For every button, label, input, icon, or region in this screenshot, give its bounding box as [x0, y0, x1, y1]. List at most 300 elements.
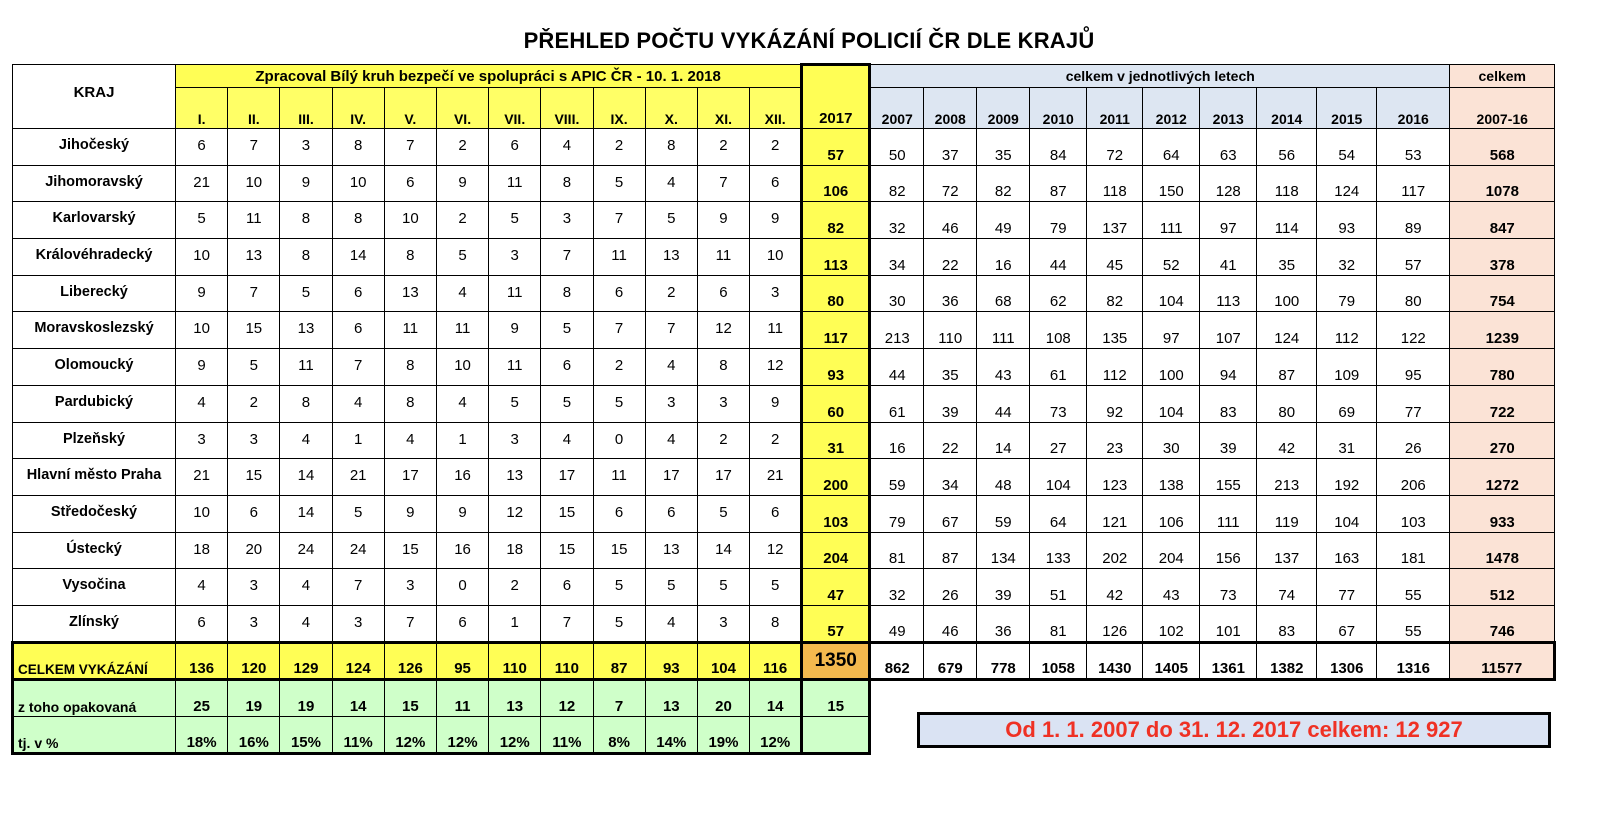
column-header-year: 2009	[977, 88, 1030, 129]
year-value: 30	[870, 275, 924, 312]
month-value: 4	[436, 385, 488, 422]
kraj-name: Hlavní město Praha	[13, 459, 176, 496]
total-value: 378	[1450, 239, 1555, 276]
month-value: 3	[489, 422, 541, 459]
month-value: 8	[280, 239, 332, 276]
year-value: 35	[977, 129, 1030, 166]
month-value: 17	[645, 459, 697, 496]
percent-month-value: 12%	[750, 716, 802, 753]
month-value: 21	[176, 165, 228, 202]
month-value: 3	[228, 422, 280, 459]
column-header-year: 2011	[1087, 88, 1143, 129]
month-value: 5	[593, 569, 645, 606]
year-value: 87	[1030, 165, 1087, 202]
year-2017-value: 60	[802, 385, 870, 422]
percent-month-value: 8%	[593, 716, 645, 753]
year-value: 82	[1087, 275, 1143, 312]
month-value: 6	[332, 275, 384, 312]
month-value: 2	[750, 422, 802, 459]
year-value: 137	[1257, 532, 1317, 569]
month-value: 3	[697, 605, 749, 642]
month-value: 9	[697, 202, 749, 239]
month-value: 5	[280, 275, 332, 312]
year-value: 49	[977, 202, 1030, 239]
month-value: 3	[176, 422, 228, 459]
month-value: 13	[228, 239, 280, 276]
year-value: 36	[924, 275, 977, 312]
month-value: 14	[280, 495, 332, 532]
column-header-kraj: KRAJ	[13, 65, 176, 129]
table-row	[13, 385, 1555, 422]
year-value: 117	[1377, 165, 1450, 202]
year-value: 34	[870, 239, 924, 276]
year-value: 41	[1200, 239, 1257, 276]
month-value: 8	[280, 202, 332, 239]
month-value: 5	[645, 569, 697, 606]
column-header-month: X.	[645, 88, 697, 129]
year-value: 163	[1317, 532, 1377, 569]
month-value: 14	[332, 239, 384, 276]
year-value: 102	[1143, 605, 1200, 642]
month-value: 11	[593, 239, 645, 276]
table-row	[13, 495, 1555, 532]
month-value: 6	[593, 495, 645, 532]
totals-year-value: 1316	[1377, 642, 1450, 679]
month-value: 10	[750, 239, 802, 276]
year-value: 124	[1257, 312, 1317, 349]
header-row-top	[13, 65, 1555, 88]
month-value: 9	[436, 495, 488, 532]
month-value: 14	[697, 532, 749, 569]
year-value: 114	[1257, 202, 1317, 239]
month-value: 6	[645, 495, 697, 532]
year-value: 34	[924, 459, 977, 496]
month-value: 3	[697, 385, 749, 422]
year-2017-value: 57	[802, 605, 870, 642]
totals-year-value: 1058	[1030, 642, 1087, 679]
year-value: 124	[1317, 165, 1377, 202]
month-value: 11	[697, 239, 749, 276]
month-value: 13	[645, 239, 697, 276]
repeated-label: z toho opakovaná	[13, 679, 176, 716]
percent-month-value: 12%	[384, 716, 436, 753]
year-value: 42	[1257, 422, 1317, 459]
year-2017-value: 106	[802, 165, 870, 202]
table-row	[13, 569, 1555, 606]
month-value: 9	[436, 165, 488, 202]
total-value: 512	[1450, 569, 1555, 606]
totals-year-value: 679	[924, 642, 977, 679]
month-value: 3	[332, 605, 384, 642]
table-row	[13, 422, 1555, 459]
month-value: 6	[541, 349, 593, 386]
repeated-month-value: 7	[593, 679, 645, 716]
month-value: 3	[228, 605, 280, 642]
year-value: 82	[977, 165, 1030, 202]
month-value: 4	[645, 349, 697, 386]
month-value: 7	[593, 202, 645, 239]
repeated-month-value: 11	[436, 679, 488, 716]
month-value: 7	[228, 275, 280, 312]
year-value: 126	[1087, 605, 1143, 642]
column-header-month: IX.	[593, 88, 645, 129]
page-title: PŘEHLED POČTU VYKÁZÁNÍ POLICIÍ ČR DLE KRAJŮ	[523, 28, 1095, 53]
column-header-month: XII.	[750, 88, 802, 129]
month-value: 4	[280, 605, 332, 642]
month-value: 4	[332, 385, 384, 422]
year-value: 181	[1377, 532, 1450, 569]
month-value: 7	[593, 312, 645, 349]
month-value: 18	[489, 532, 541, 569]
month-value: 5	[593, 605, 645, 642]
year-value: 213	[1257, 459, 1317, 496]
month-value: 8	[332, 202, 384, 239]
month-value: 5	[593, 165, 645, 202]
month-value: 10	[176, 239, 228, 276]
year-2017-value: 47	[802, 569, 870, 606]
year-value: 103	[1377, 495, 1450, 532]
report-table	[11, 63, 1556, 755]
year-value: 111	[977, 312, 1030, 349]
month-value: 21	[332, 459, 384, 496]
month-value: 14	[280, 459, 332, 496]
column-header-month: I.	[176, 88, 228, 129]
month-value: 11	[384, 312, 436, 349]
year-value: 74	[1257, 569, 1317, 606]
year-value: 48	[977, 459, 1030, 496]
percent-month-value: 18%	[176, 716, 228, 753]
month-value: 9	[280, 165, 332, 202]
percent-month-value: 11%	[332, 716, 384, 753]
year-value: 64	[1143, 129, 1200, 166]
month-value: 15	[384, 532, 436, 569]
year-value: 113	[1200, 275, 1257, 312]
kraj-name: Zlínský	[13, 605, 176, 642]
year-value: 44	[977, 385, 1030, 422]
month-value: 5	[593, 385, 645, 422]
year-value: 101	[1200, 605, 1257, 642]
year-value: 67	[1317, 605, 1377, 642]
month-value: 15	[228, 459, 280, 496]
month-value: 12	[697, 312, 749, 349]
month-value: 5	[436, 239, 488, 276]
header-row-bottom	[13, 88, 1555, 129]
column-header-year: 2012	[1143, 88, 1200, 129]
year-2017-value: 103	[802, 495, 870, 532]
year-value: 133	[1030, 532, 1087, 569]
totals-year-value: 1430	[1087, 642, 1143, 679]
column-header-total-range: 2007-16	[1450, 88, 1555, 129]
year-value: 82	[870, 165, 924, 202]
year-value: 67	[924, 495, 977, 532]
month-value: 5	[541, 385, 593, 422]
repeated-month-value: 19	[280, 679, 332, 716]
repeated-month-value: 14	[332, 679, 384, 716]
year-value: 119	[1257, 495, 1317, 532]
total-value: 270	[1450, 422, 1555, 459]
year-value: 100	[1143, 349, 1200, 386]
month-value: 6	[436, 605, 488, 642]
month-value: 15	[541, 532, 593, 569]
year-value: 43	[1143, 569, 1200, 606]
year-value: 93	[1317, 202, 1377, 239]
year-value: 32	[870, 202, 924, 239]
year-value: 26	[924, 569, 977, 606]
year-value: 87	[924, 532, 977, 569]
month-value: 4	[384, 422, 436, 459]
year-value: 104	[1317, 495, 1377, 532]
month-value: 3	[384, 569, 436, 606]
year-value: 61	[1030, 349, 1087, 386]
month-value: 5	[645, 202, 697, 239]
year-value: 128	[1200, 165, 1257, 202]
month-value: 11	[489, 165, 541, 202]
year-value: 155	[1200, 459, 1257, 496]
month-value: 2	[593, 349, 645, 386]
total-value: 1478	[1450, 532, 1555, 569]
year-value: 81	[870, 532, 924, 569]
year-value: 46	[924, 202, 977, 239]
year-value: 55	[1377, 569, 1450, 606]
year-value: 118	[1087, 165, 1143, 202]
year-2017-value: 93	[802, 349, 870, 386]
totals-month-value: 129	[280, 642, 332, 679]
year-value: 16	[870, 422, 924, 459]
month-value: 8	[645, 129, 697, 166]
month-value: 3	[489, 239, 541, 276]
month-value: 4	[176, 569, 228, 606]
month-value: 15	[593, 532, 645, 569]
year-value: 56	[1257, 129, 1317, 166]
year-value: 50	[870, 129, 924, 166]
year-value: 26	[1377, 422, 1450, 459]
total-value: 746	[1450, 605, 1555, 642]
month-value: 13	[384, 275, 436, 312]
month-value: 12	[489, 495, 541, 532]
month-value: 4	[280, 422, 332, 459]
year-value: 22	[924, 422, 977, 459]
month-value: 9	[489, 312, 541, 349]
month-value: 7	[541, 605, 593, 642]
kraj-name: Ústecký	[13, 532, 176, 569]
totals-year-value: 778	[977, 642, 1030, 679]
repeated-month-value: 13	[489, 679, 541, 716]
totals-month-value: 110	[541, 642, 593, 679]
month-value: 3	[541, 202, 593, 239]
month-value: 13	[489, 459, 541, 496]
month-value: 7	[697, 165, 749, 202]
month-value: 5	[541, 312, 593, 349]
year-value: 73	[1200, 569, 1257, 606]
month-value: 5	[750, 569, 802, 606]
year-value: 92	[1087, 385, 1143, 422]
column-header-year: 2014	[1257, 88, 1317, 129]
year-value: 89	[1377, 202, 1450, 239]
year-value: 104	[1030, 459, 1087, 496]
month-value: 6	[593, 275, 645, 312]
month-value: 24	[332, 532, 384, 569]
percent-month-value: 15%	[280, 716, 332, 753]
year-value: 112	[1087, 349, 1143, 386]
table-row	[13, 459, 1555, 496]
year-value: 68	[977, 275, 1030, 312]
year-value: 63	[1200, 129, 1257, 166]
year-value: 37	[924, 129, 977, 166]
month-value: 7	[541, 239, 593, 276]
month-value: 1	[436, 422, 488, 459]
kraj-name: Jihomoravský	[13, 165, 176, 202]
year-value: 57	[1377, 239, 1450, 276]
kraj-name: Pardubický	[13, 385, 176, 422]
column-header-year: 2016	[1377, 88, 1450, 129]
month-value: 13	[645, 532, 697, 569]
column-header-month: III.	[280, 88, 332, 129]
month-value: 8	[541, 165, 593, 202]
month-value: 4	[645, 165, 697, 202]
table-row	[13, 239, 1555, 276]
month-value: 17	[384, 459, 436, 496]
month-value: 5	[697, 495, 749, 532]
year-value: 97	[1200, 202, 1257, 239]
month-value: 6	[750, 495, 802, 532]
month-value: 7	[228, 129, 280, 166]
year-value: 107	[1200, 312, 1257, 349]
year-value: 206	[1377, 459, 1450, 496]
totals-year-value: 1382	[1257, 642, 1317, 679]
year-value: 138	[1143, 459, 1200, 496]
year-value: 72	[924, 165, 977, 202]
year-value: 32	[1317, 239, 1377, 276]
month-value: 8	[332, 129, 384, 166]
year-value: 79	[1030, 202, 1087, 239]
month-value: 8	[750, 605, 802, 642]
month-value: 5	[489, 202, 541, 239]
year-value: 108	[1030, 312, 1087, 349]
month-value: 20	[228, 532, 280, 569]
year-value: 39	[977, 569, 1030, 606]
month-value: 2	[436, 129, 488, 166]
kraj-name: Vysočina	[13, 569, 176, 606]
year-value: 202	[1087, 532, 1143, 569]
column-header-month: V.	[384, 88, 436, 129]
year-value: 55	[1377, 605, 1450, 642]
month-value: 3	[750, 275, 802, 312]
percent-month-value: 14%	[645, 716, 697, 753]
total-value: 1239	[1450, 312, 1555, 349]
years-group-label: celkem v jednotlivých letech	[870, 65, 1450, 88]
month-value: 6	[750, 165, 802, 202]
total-value: 1272	[1450, 459, 1555, 496]
totals-month-value: 95	[436, 642, 488, 679]
totals-grand-value: 11577	[1450, 642, 1555, 679]
year-value: 23	[1087, 422, 1143, 459]
year-value: 118	[1257, 165, 1317, 202]
year-value: 46	[924, 605, 977, 642]
column-header-year: 2010	[1030, 88, 1087, 129]
month-value: 4	[541, 422, 593, 459]
month-value: 10	[176, 312, 228, 349]
month-value: 12	[750, 532, 802, 569]
month-value: 6	[176, 129, 228, 166]
year-2017-value: 113	[802, 239, 870, 276]
year-value: 62	[1030, 275, 1087, 312]
year-2017-value: 31	[802, 422, 870, 459]
column-header-month: VI.	[436, 88, 488, 129]
repeated-month-value: 25	[176, 679, 228, 716]
totals-row	[13, 642, 1555, 679]
month-value: 13	[280, 312, 332, 349]
month-value: 10	[436, 349, 488, 386]
month-value: 7	[645, 312, 697, 349]
year-value: 77	[1377, 385, 1450, 422]
year-value: 109	[1317, 349, 1377, 386]
month-value: 17	[697, 459, 749, 496]
total-value: 847	[1450, 202, 1555, 239]
year-value: 59	[870, 459, 924, 496]
month-value: 9	[176, 275, 228, 312]
month-value: 4	[436, 275, 488, 312]
month-value: 2	[697, 129, 749, 166]
totals-year-value: 1405	[1143, 642, 1200, 679]
month-value: 0	[436, 569, 488, 606]
month-value: 3	[228, 569, 280, 606]
year-value: 80	[1257, 385, 1317, 422]
column-header-year: 2013	[1200, 88, 1257, 129]
table-row	[13, 275, 1555, 312]
month-value: 6	[228, 495, 280, 532]
year-value: 79	[1317, 275, 1377, 312]
year-2017-value: 117	[802, 312, 870, 349]
month-value: 11	[280, 349, 332, 386]
month-value: 11	[436, 312, 488, 349]
year-value: 137	[1087, 202, 1143, 239]
month-value: 12	[750, 349, 802, 386]
month-value: 6	[176, 605, 228, 642]
month-value: 8	[541, 275, 593, 312]
totals-year-value: 862	[870, 642, 924, 679]
column-header-month: II.	[228, 88, 280, 129]
kraj-name: Liberecký	[13, 275, 176, 312]
month-value: 8	[280, 385, 332, 422]
column-header-year: 2007	[870, 88, 924, 129]
month-value: 7	[332, 569, 384, 606]
year-value: 16	[977, 239, 1030, 276]
year-value: 73	[1030, 385, 1087, 422]
year-value: 79	[870, 495, 924, 532]
month-value: 9	[750, 202, 802, 239]
year-value: 22	[924, 239, 977, 276]
month-value: 11	[228, 202, 280, 239]
month-value: 21	[750, 459, 802, 496]
month-value: 15	[228, 312, 280, 349]
year-value: 39	[1200, 422, 1257, 459]
month-value: 2	[228, 385, 280, 422]
year-value: 87	[1257, 349, 1317, 386]
year-value: 69	[1317, 385, 1377, 422]
year-value: 123	[1087, 459, 1143, 496]
month-value: 2	[489, 569, 541, 606]
repeated-2017-value: 15	[802, 679, 870, 716]
repeated-month-value: 14	[750, 679, 802, 716]
totals-month-value: 126	[384, 642, 436, 679]
year-value: 106	[1143, 495, 1200, 532]
kraj-name: Středočeský	[13, 495, 176, 532]
column-header-month: VII.	[489, 88, 541, 129]
totals-year-value: 1306	[1317, 642, 1377, 679]
month-value: 7	[384, 129, 436, 166]
year-value: 52	[1143, 239, 1200, 276]
year-value: 39	[924, 385, 977, 422]
